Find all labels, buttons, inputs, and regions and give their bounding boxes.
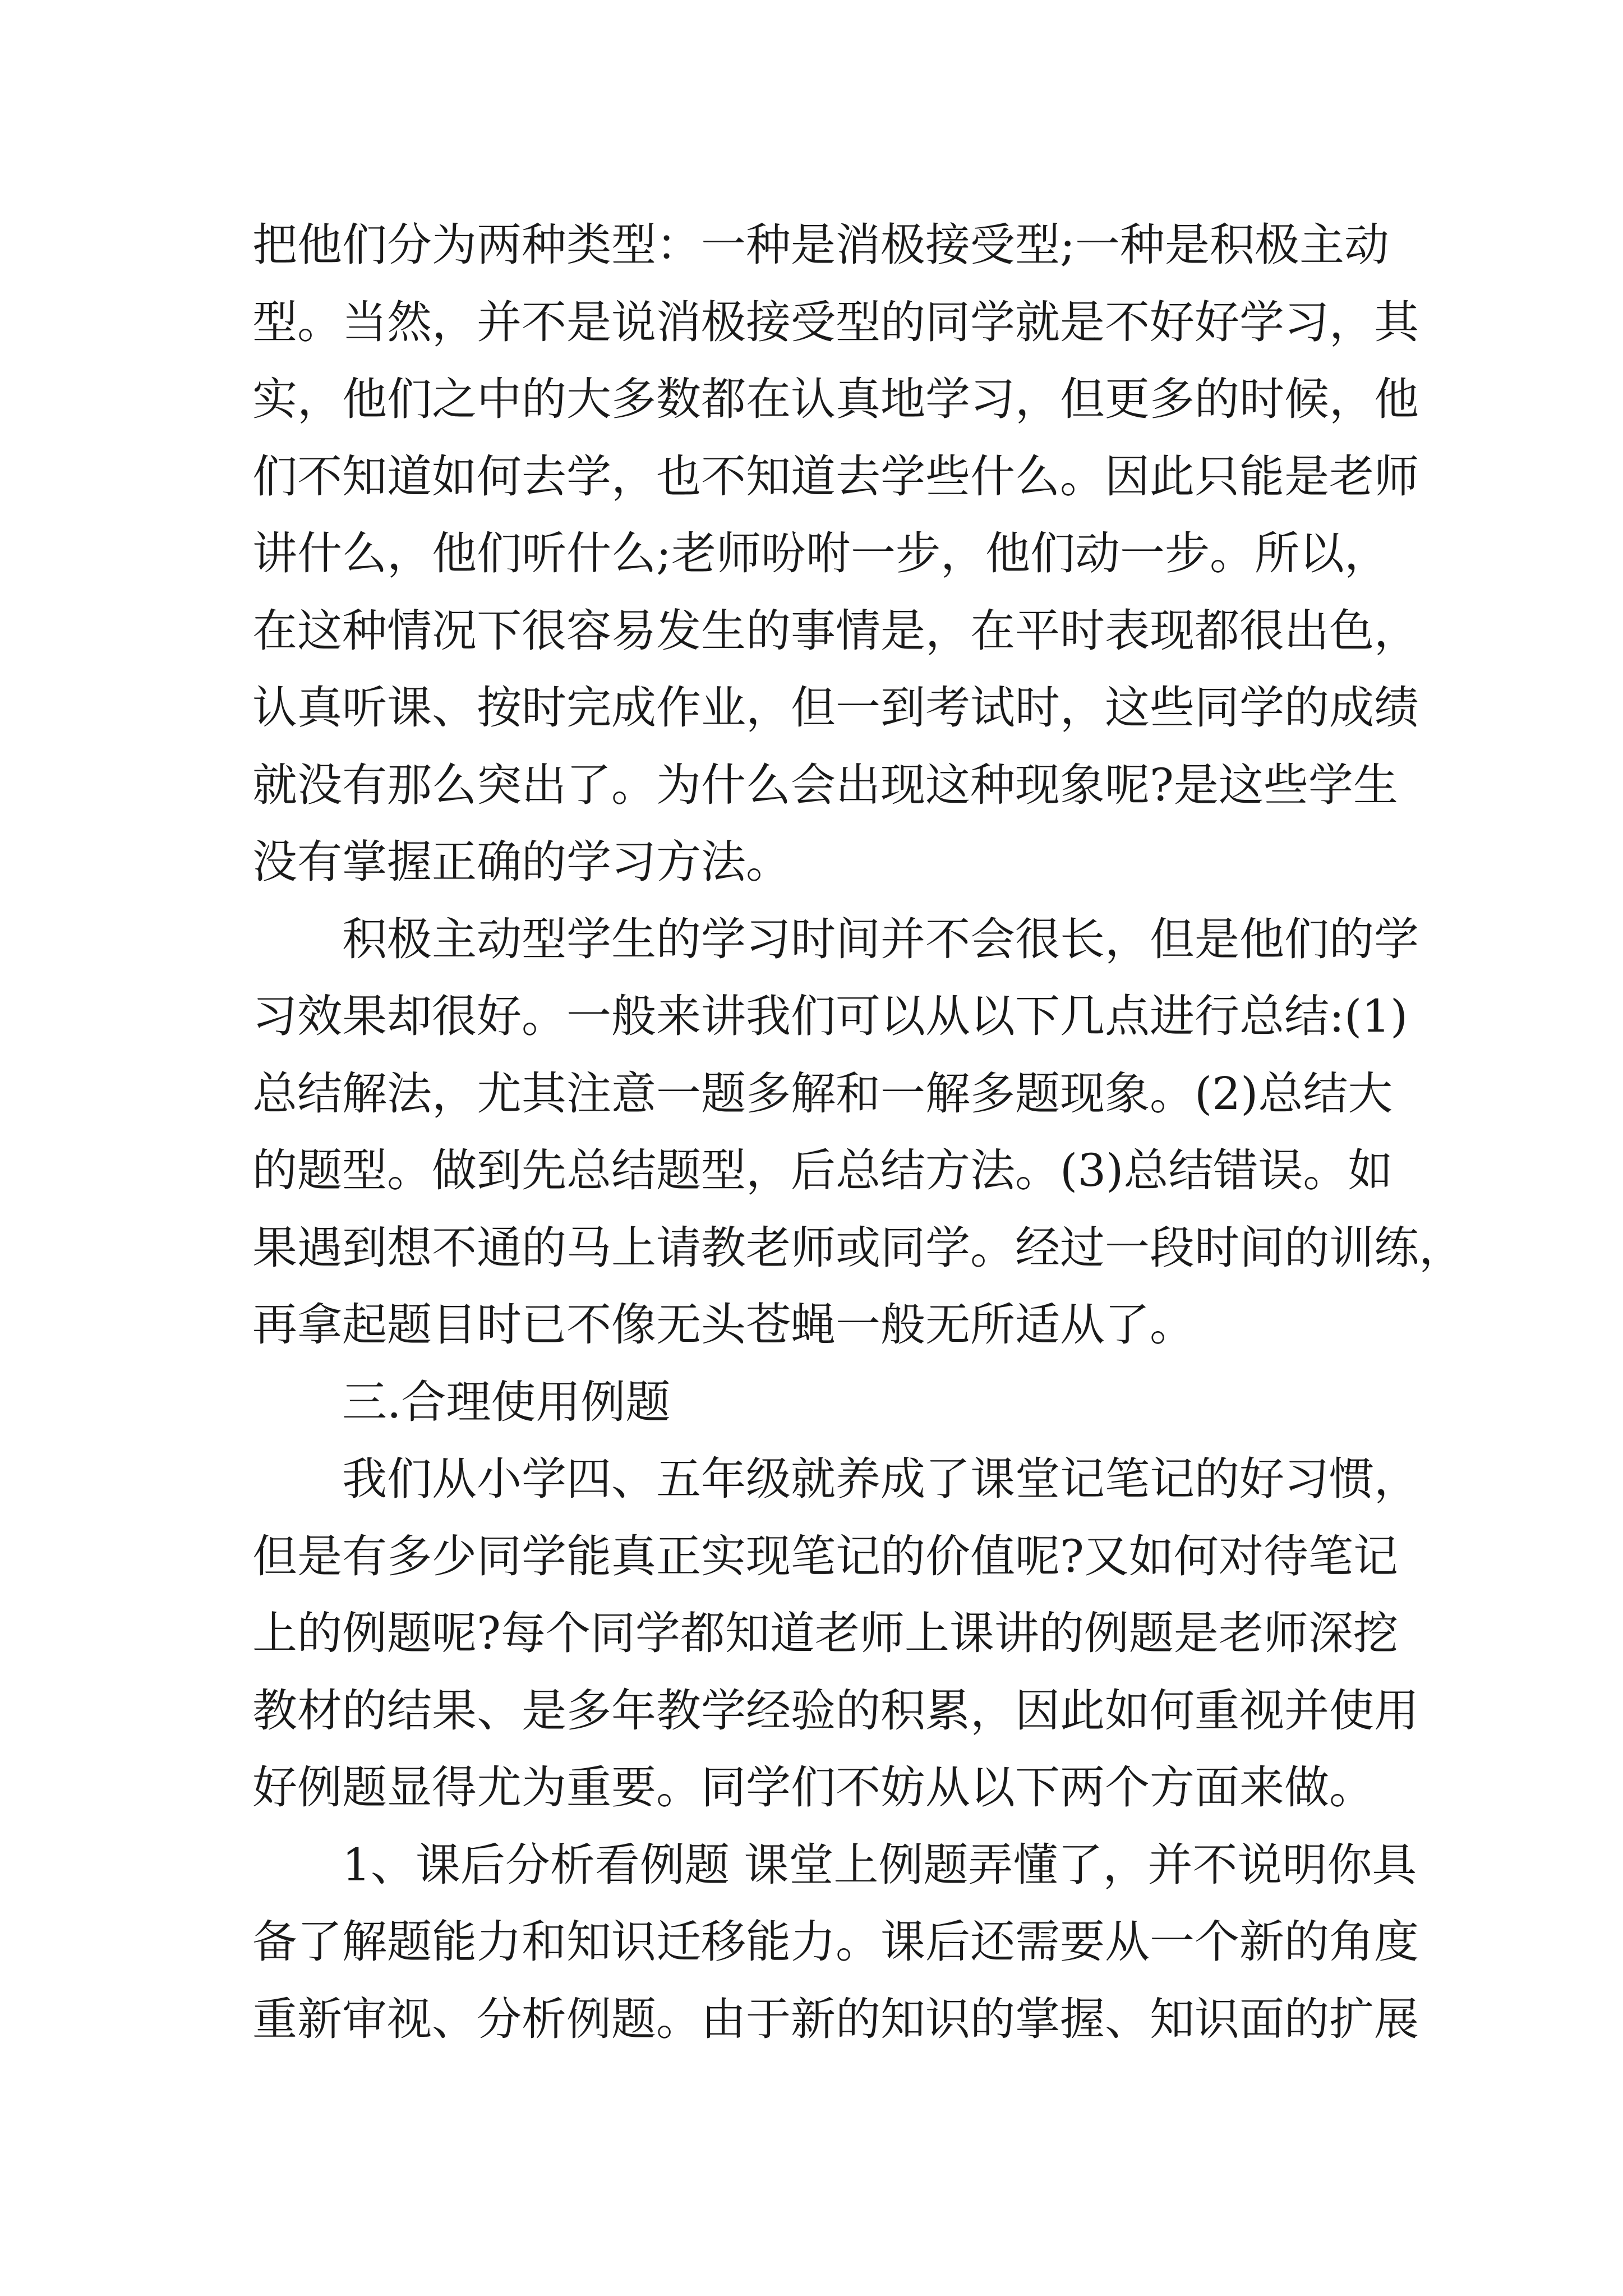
paragraph-first-line: 1、课后分析看例题 课堂上例题弄懂了，并不说明你具	[342, 1838, 1417, 1891]
paragraph-first-line: 积极主动型学生的学习时间并不会很长，但是他们的学	[342, 913, 1419, 965]
text-line: 实，他们之中的大多数都在认真地学习，但更多的时候，他	[252, 373, 1419, 425]
section-heading: 三.合理使用例题	[342, 1375, 671, 1428]
text-line: 再拿起题目时已不像无头苍蝇一般无所适从了。	[252, 1299, 1195, 1351]
text-line: 教材的结果、是多年教学经验的积累，因此如何重视并使用	[252, 1684, 1419, 1737]
text-line: 讲什么，他们听什么;老师吩咐一步，他们动一步。所以，	[252, 527, 1389, 579]
text-line: 果遇到想不通的马上请教老师或同学。经过一段时间的训练，	[252, 1221, 1464, 1274]
text-line: 认真听课、按时完成作业，但一到考试时，这些同学的成绩	[252, 682, 1419, 734]
text-line: 把他们分为两种类型：一种是消极接受型;一种是积极主动	[252, 219, 1389, 271]
text-line: 没有掌握正确的学习方法。	[252, 836, 791, 888]
text-line: 型。当然，并不是说消极接受型的同学就是不好好学习，其	[252, 296, 1419, 348]
text-line: 就没有那么突出了。为什么会出现这种现象呢?是这些学生	[252, 758, 1398, 811]
paragraph-first-line: 我们从小学四、五年级就养成了课堂记笔记的好习惯，	[342, 1453, 1419, 1505]
text-line: 在这种情况下很容易发生的事情是，在平时表现都很出色，	[252, 604, 1419, 657]
text-line: 们不知道如何去学，也不知道去学些什么。因此只能是老师	[252, 450, 1419, 503]
body-text	[252, 206, 1464, 2058]
text-line: 重新审视、分析例题。由于新的知识的掌握、知识面的扩展	[252, 1993, 1419, 2045]
text-line: 习效果却很好。一般来讲我们可以从以下几点进行总结:(1)	[252, 990, 1408, 1042]
text-line: 好例题显得尤为重要。同学们不妨从以下两个方面来做。	[252, 1761, 1374, 1814]
text-line: 上的例题呢?每个同学都知道老师上课讲的例题是老师深挖	[252, 1607, 1398, 1659]
text-line: 但是有多少同学能真正实现笔记的价值呢?又如何对待笔记	[252, 1530, 1398, 1582]
text-line: 总结解法，尤其注意一题多解和一解多题现象。(2)总结大	[252, 1067, 1393, 1120]
text-line: 备了解题能力和知识迁移能力。课后还需要从一个新的角度	[252, 1916, 1419, 1968]
text-line: 的题型。做到先总结题型，后总结方法。(3)总结错误。如	[252, 1144, 1393, 1197]
